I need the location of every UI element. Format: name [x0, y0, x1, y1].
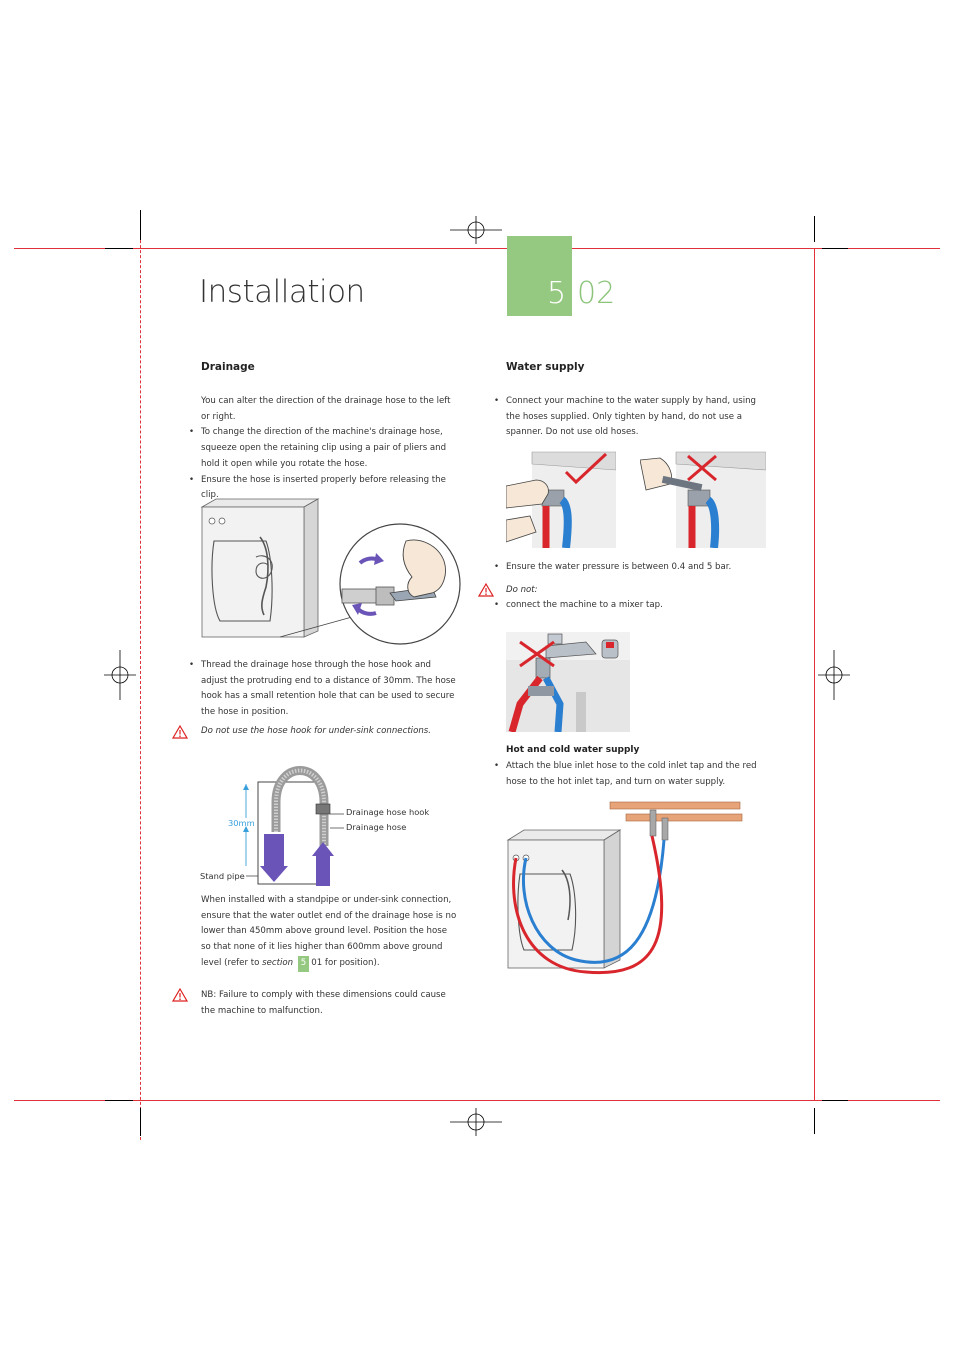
standpipe-text [201, 893, 457, 972]
standpipe-text-end: 01 for position). [311, 957, 380, 968]
trim-line-top [14, 248, 940, 249]
attach-hoses-text [506, 759, 768, 790]
registration-mark-left [104, 650, 136, 700]
warning-hook-text: Do not use the hose hook for under-sink connections. [201, 726, 431, 736]
crop-mark [140, 210, 141, 240]
crop-mark [814, 216, 815, 242]
trim-line-right [814, 248, 815, 1101]
drainage-bullet: • To change the direction of the machine's drainage hose, squeeze open the retaining clip using a pair of pliers and hold it open while you rotate the hose. [201, 425, 457, 472]
crop-mark [822, 248, 848, 249]
crop-mark [105, 248, 133, 249]
trim-line-left [140, 210, 141, 1140]
registration-mark-right [818, 650, 850, 700]
label-drainage-hose: Drainage hose [346, 822, 407, 832]
warning-icon [478, 583, 494, 597]
water-supply-heading: Water supply [506, 361, 585, 373]
drainage-heading: Drainage [201, 361, 255, 373]
label-stand-pipe: Stand pipe [200, 871, 245, 881]
hot-cold-heading: Hot and cold water supply [506, 745, 640, 755]
trim-line-bottom [14, 1100, 940, 1101]
hose-connection-illustration [506, 800, 746, 976]
spanner-incorrect-illustration [640, 450, 766, 548]
water-connect-text [506, 394, 768, 441]
mixer-tap-illustration [506, 632, 630, 732]
drainage-bullet: • Ensure the hose is inserted properly before releasing the clip. [201, 473, 457, 504]
section-number: 5 [547, 276, 567, 311]
drainage-clip-illustration [200, 497, 464, 647]
drainage-intro [201, 394, 457, 504]
label-drainage-hose-hook: Drainage hose hook [346, 807, 430, 817]
crop-mark [105, 1100, 133, 1101]
crop-mark [822, 1100, 848, 1101]
crop-mark [814, 1108, 815, 1134]
section-subnumber: 02 [577, 276, 616, 311]
warning-icon [172, 988, 188, 1002]
standpipe-text-main: When installed with a standpipe or under-sink connection, ensure that the water outlet end of the drainage hose is no lower than 450mm above ground level. Position the hose so that none of it lies higher than 600mm above ground level (refer to [201, 895, 457, 968]
drainage-intro-text: You can alter the direction of the drainage hose to the left or right. [201, 396, 451, 422]
crop-mark [140, 1108, 141, 1136]
hand-tighten-correct-illustration [506, 450, 616, 548]
registration-mark-top [450, 214, 502, 246]
warning-do-not: Do not: [506, 585, 538, 595]
mixer-tap-text [506, 598, 768, 614]
mixer-tap-bullet: • connect the machine to a mixer tap. [506, 598, 768, 614]
standpipe-section-word: section [262, 957, 294, 968]
warning-icon [172, 725, 188, 739]
label-30mm: 30mm [228, 818, 255, 828]
section-ref-badge[interactable]: 5 [298, 956, 309, 972]
warning-nb-text: NB: Failure to comply with these dimensions could cause the machine to malfunction. [201, 990, 446, 1016]
water-pressure-text [506, 560, 768, 576]
water-connect-bullet: • Connect your machine to the water supply by hand, using the hoses supplied. Only tighten by hand, do not use a spanner. Do not use old hoses. [506, 394, 768, 441]
registration-mark-bottom [450, 1106, 502, 1138]
page-title: Installation [199, 274, 365, 310]
drainage-bullets [201, 425, 457, 504]
water-pressure-bullet: • Ensure the water pressure is between 0.4 and 5 bar. [506, 560, 768, 576]
drainage-thread-bullet: • Thread the drainage hose through the hose hook and adjust the protruding end to a distance of 30mm. The hose hook has a small retention hole that can be used to secure the hose in position. [201, 658, 457, 721]
drainage-thread-text [201, 658, 457, 721]
attach-hoses-bullet: • Attach the blue inlet hose to the cold inlet tap and the red hose to the hot inlet tap, and turn on water supply. [506, 759, 768, 790]
